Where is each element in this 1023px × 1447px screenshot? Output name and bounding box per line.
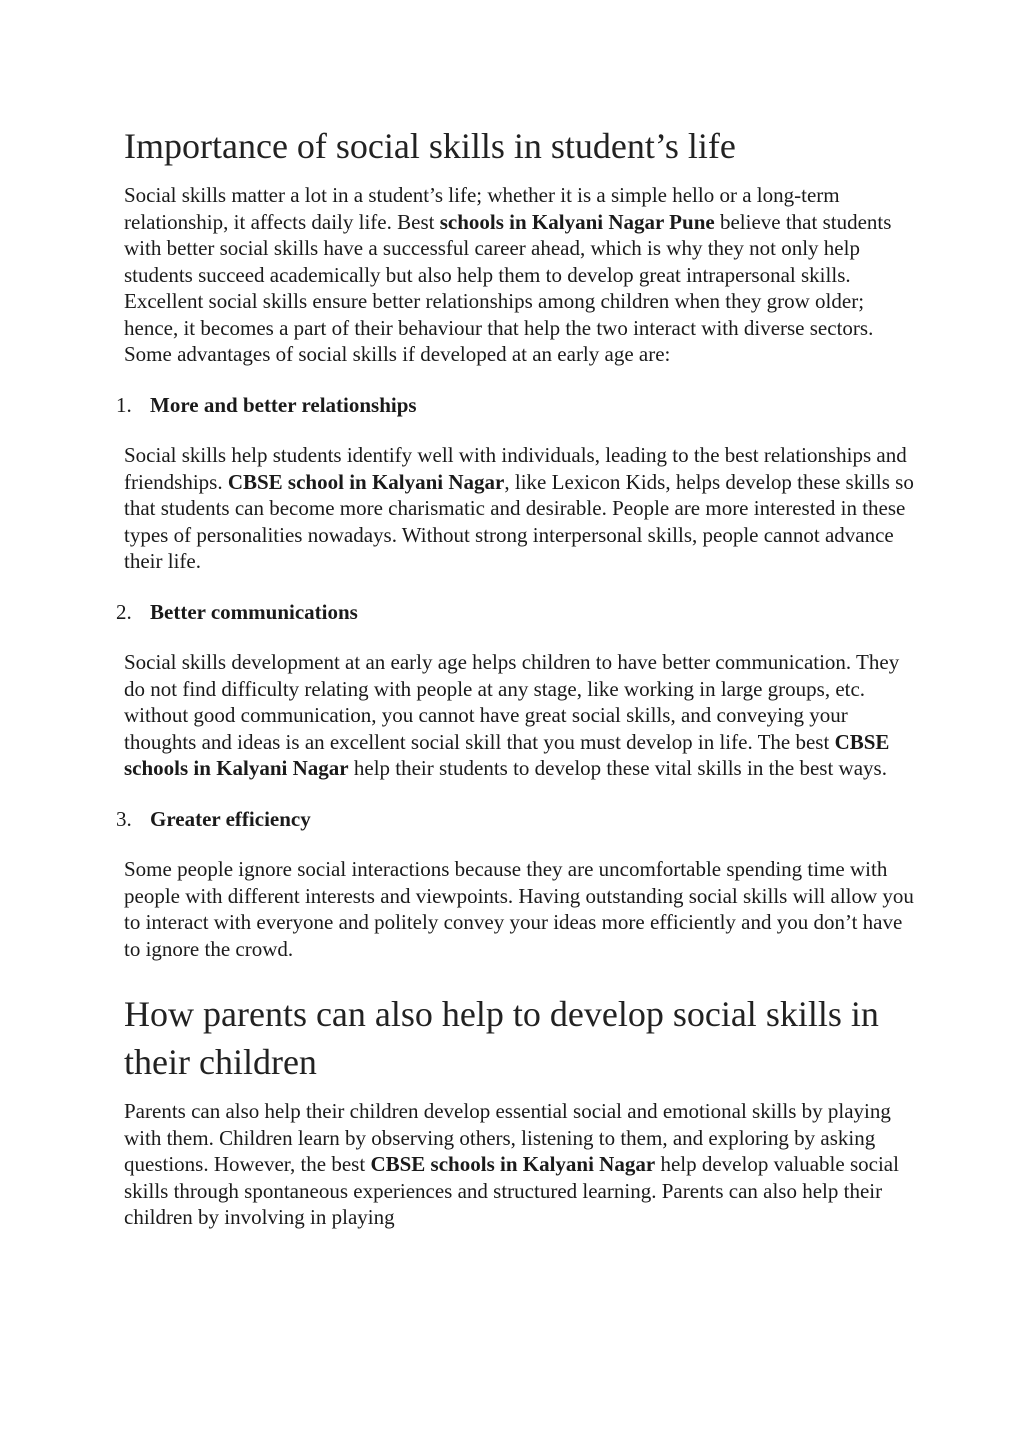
communications-text-2: help their students to develop these vital skills in the best ways. <box>348 756 887 780</box>
parents-paragraph <box>124 1098 914 1231</box>
intro-text-2: believe that students with better social skills have a successful career ahead, which is why they not only help students succeed academically but also help them to develop great intrapersonal skills. Excellent social skills ensure better relationships among children when they grow older; hence, it becomes a part of their behaviour that help the two interact with diverse sectors. Some advantages of social skills if developed at an early age are: <box>124 209 892 366</box>
list-item-2 <box>116 599 914 626</box>
communications-text-1: Social skills development at an early age helps children to have better communication. They do not find difficulty relating with people at any stage, like working in large groups, etc. without good communication, you cannot have great social skills, and conveying your thoughts and ideas is an excellent social skill that you must develop in life. The best <box>124 650 900 754</box>
section-heading-importance: Importance of social skills in student’s life <box>124 126 736 166</box>
list-item-3 <box>116 806 914 833</box>
list-title-3: Greater efficiency <box>150 806 311 831</box>
list-title-1: More and better relationships <box>150 392 417 417</box>
paragraph-communications <box>124 649 914 782</box>
list-title-2: Better communications <box>150 599 358 624</box>
list-number-3: 3. <box>116 806 132 831</box>
parents-bold: CBSE schools in Kalyani Nagar <box>370 1152 656 1176</box>
relationships-bold: CBSE school in Kalyani Nagar <box>227 469 505 494</box>
parents-text-1: Parents can also help their children develop essential social and emotional skills by playing with them. Children learn by observing others, listening to them, and exploring by asking questions. However, the best <box>124 1099 891 1176</box>
paragraph-relationships <box>124 442 914 575</box>
relationships-text-1: Social skills help students identify well with individuals, leading to the best relationships and friendships. <box>124 443 907 494</box>
efficiency-text: Some people ignore social interactions because they are uncomfortable spending time with people with different interests and viewpoints. Having outstanding social skills will allow you to interact with everyone and politely convey your ideas more efficiently and you don’t have to ignore the crowd. <box>124 857 914 961</box>
list-item-1 <box>116 392 914 419</box>
intro-paragraph <box>124 182 914 368</box>
relationships-text-2: , like Lexicon Kids, helps develop these skills so that students can become more charismatic and desirable. People are more interested in these types of personalities nowadays. Without strong interpersonal skills, people cannot advance their life. <box>124 469 914 573</box>
paragraph-efficiency <box>124 856 914 962</box>
list-number-2: 2. <box>116 599 132 624</box>
parents-text-2: help develop valuable social skills through spontaneous experiences and structured learning. Parents can also help their children by involving in playing <box>124 1152 899 1229</box>
list-number-1: 1. <box>116 392 132 417</box>
intro-bold-link: schools in Kalyani Nagar Pune <box>439 209 715 234</box>
intro-text-1: Social skills matter a lot in a student’s life; whether it is a simple hello or a long-term relationship, it affects daily life. Best <box>124 183 840 234</box>
document-page <box>116 122 914 1231</box>
section-heading-parents: How parents can also help to develop social skills in their children <box>124 994 879 1082</box>
communications-bold: CBSE schools in Kalyani Nagar <box>124 729 890 780</box>
